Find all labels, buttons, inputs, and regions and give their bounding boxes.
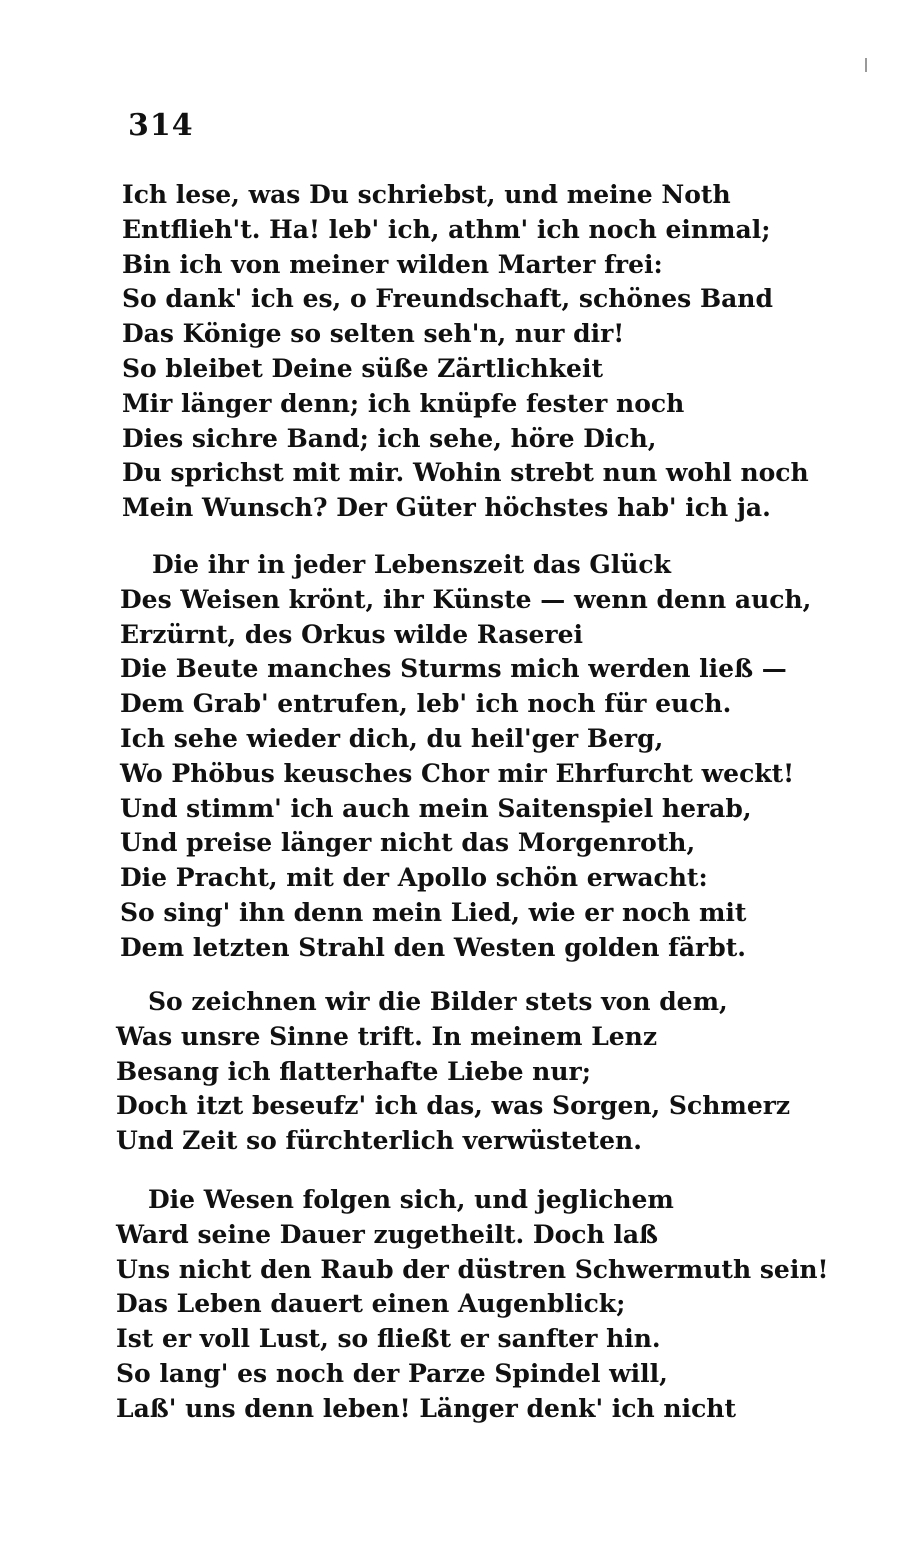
poem-line: Besang ich flatterhafte Liebe nur; — [116, 1056, 591, 1086]
poem-line: Die ihr in jeder Lebenszeit das Glück — [152, 550, 671, 579]
poem-line: Die Beute manches Sturms mich werden ließ — — [120, 654, 787, 684]
poem-line: Erzürnt, des Orkus wilde Raserei — [120, 619, 584, 649]
poem-line: Entflieh't. Ha! leb' ich, athm' ich noch einmal; — [122, 214, 771, 244]
poem-line: Dem Grab' entrufen, leb' ich noch für euch. — [120, 689, 732, 719]
poem-line: Ich sehe wieder dich, du heil'ger Berg, — [120, 723, 664, 753]
poem-line: Wo Phöbus keusches Chor mir Ehrfurcht weckt! — [120, 758, 795, 788]
stanza-4 — [116, 1183, 829, 1427]
poem-line: Du sprichst mit mir. Wohin strebt nun wohl noch — [122, 458, 809, 488]
poem-line: Uns nicht den Raub der düstren Schwermuth sein! — [116, 1254, 829, 1284]
page-number: 314 — [128, 108, 194, 143]
poem-line: Was unsre Sinne trift. In meinem Lenz — [116, 1021, 658, 1051]
poem-line: Dem letzten Strahl den Westen golden färbt. — [120, 932, 746, 962]
poem-line: Mein Wunsch? Der Güter höchstes hab' ich ja. — [122, 493, 771, 523]
poem-line: So dank' ich es, o Freundschaft, schönes Band — [122, 284, 773, 314]
poem-line: Doch itzt beseufz' ich das, was Sorgen, Schmerz — [116, 1091, 791, 1121]
poem-line: Laß' uns denn leben! Länger denk' ich nicht — [116, 1393, 737, 1423]
poem-line: Das Könige so selten seh'n, nur dir! — [122, 319, 625, 349]
poem-line: So bleibet Deine süße Zärtlichkeit — [122, 353, 604, 383]
poem-line: Und Zeit so fürchterlich verwüsteten. — [116, 1126, 642, 1156]
poem-line: So lang' es noch der Parze Spindel will, — [116, 1358, 668, 1388]
poem-line: Das Leben dauert einen Augenblick; — [116, 1289, 626, 1319]
poem-line: Und stimm' ich auch mein Saitenspiel herab, — [120, 793, 752, 823]
poem-line: Des Weisen krönt, ihr Künste — wenn denn auch, — [120, 584, 812, 614]
poem-line: Die Pracht, mit der Apollo schön erwacht: — [120, 863, 708, 893]
poem-line: So sing' ihn denn mein Lied, wie er noch mit — [120, 897, 747, 927]
poem-line: Ich lese, was Du schriebst, und meine Noth — [122, 180, 731, 209]
stanza-3 — [116, 985, 806, 1159]
poem-line: Ist er voll Lust, so fließt er sanfter hin. — [116, 1324, 661, 1354]
poem-line: So zeichnen wir die Bilder stets von dem, — [148, 987, 728, 1016]
poem-line: Und preise länger nicht das Morgenroth, — [120, 828, 696, 858]
poem-line: Mir länger denn; ich knüpfe fester noch — [122, 388, 685, 418]
poem-line: Bin ich von meiner wilden Marter frei: — [122, 249, 663, 279]
poem-line: Ward seine Dauer zugetheilt. Doch laß — [116, 1219, 659, 1249]
stanza-1 — [122, 178, 812, 526]
stanza-2 — [120, 548, 810, 966]
page-edge-mark — [865, 58, 867, 72]
poem-line: Dies sichre Band; ich sehe, höre Dich, — [122, 423, 657, 453]
poem-line: Die Wesen folgen sich, und jeglichem — [148, 1185, 674, 1214]
